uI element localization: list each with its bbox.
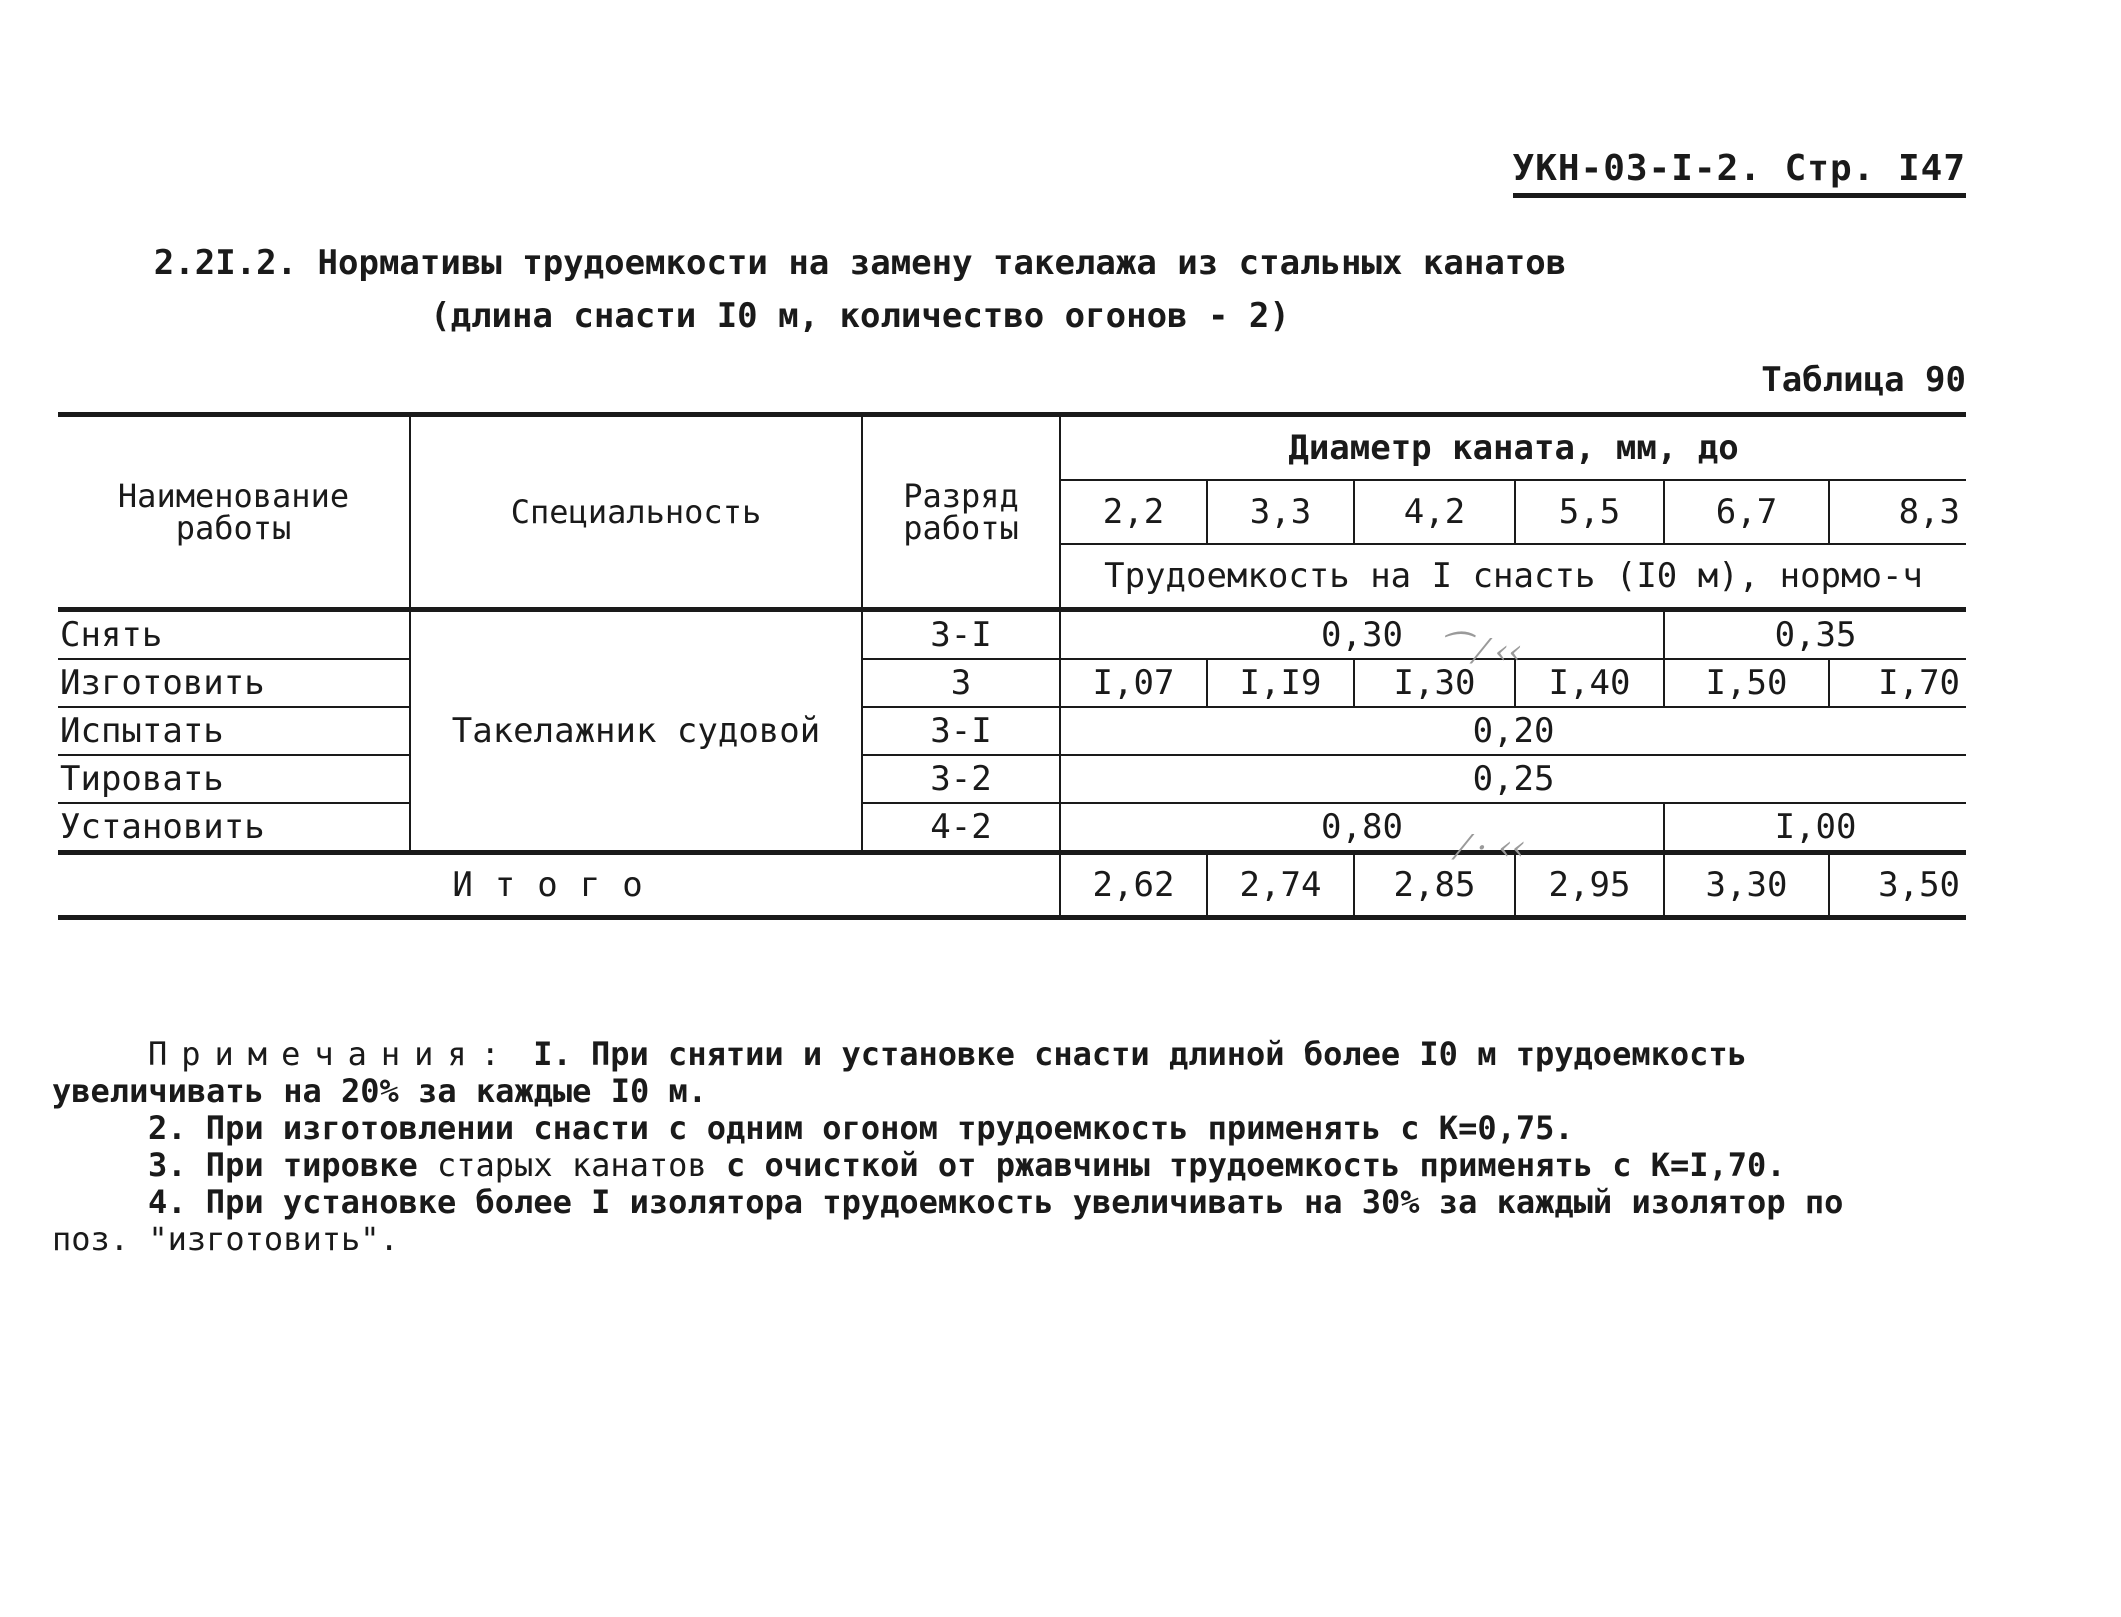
table-row (58, 803, 1966, 853)
pencil-mark: ⁀ ⁄ ‹‹ (1440, 632, 1522, 672)
pencil-mark: ⁄ · ‹‹ (1460, 828, 1526, 868)
note-3-part: старых канатов (436, 1146, 707, 1184)
value-cell: I,I9 (1207, 659, 1354, 707)
diameter-cell: 2,2 (1060, 480, 1207, 544)
total-cell: 3,50 (1829, 853, 1966, 918)
section-subtitle: (длина снасти I0 м, количество огонов - 2) (430, 296, 1290, 336)
value-cell: I,50 (1664, 659, 1829, 707)
grade-cell: 3-I (862, 707, 1060, 755)
unit-header: Трудоемкость на I снасть (I0 м), нормо-ч (1060, 544, 1966, 610)
value-cell: I,30 (1354, 659, 1515, 707)
grade-cell: 4-2 (862, 803, 1060, 853)
value-cell: I,70 (1829, 659, 1966, 707)
operation-name: Испытать (58, 707, 410, 755)
col-specialty-header: Специальность (410, 415, 862, 610)
operation-name: Установить (58, 803, 410, 853)
total-cell: 3,30 (1664, 853, 1829, 918)
value-cell: 0,80 (1060, 803, 1664, 853)
note-3-part: с очисткой от ржавчины трудоемкость применять с К=I,70. (725, 1146, 1786, 1184)
diameter-cell: 8,3 (1829, 480, 1966, 544)
table-row (58, 755, 1966, 803)
note-2: 2. При изготовлении снасти с одним огоном трудоемкость применять с К=0,75. (148, 1109, 1574, 1147)
note-3 (52, 1147, 1967, 1184)
total-cell: 2,95 (1515, 853, 1664, 918)
note-3-part: 3. При тировке (148, 1146, 418, 1184)
value-cell: 0,30 (1060, 610, 1664, 660)
diameter-cell: 6,7 (1664, 480, 1829, 544)
value-cell: I,00 (1664, 803, 1966, 853)
total-label: Итого (58, 853, 1060, 918)
col-work-header: Наименование работы (58, 415, 410, 610)
diameter-cell: 3,3 (1207, 480, 1354, 544)
note-4: 4. При установке более I изолятора трудоемкость увеличивать на 30% за каждый изолятор по (148, 1183, 1844, 1221)
table-number: Таблица 90 (1761, 360, 1966, 400)
value-cell: 0,25 (1060, 755, 1966, 803)
note-1-cont: увеличивать на 20% за каждые I0 м. (52, 1072, 708, 1110)
note-1 (52, 1036, 1967, 1073)
total-cell: 2,62 (1060, 853, 1207, 918)
total-row (58, 853, 1966, 918)
diameter-cell: 4,2 (1354, 480, 1515, 544)
value-cell: 0,35 (1664, 610, 1966, 660)
value-cell: 0,20 (1060, 707, 1966, 755)
operation-name: Тировать (58, 755, 410, 803)
grade-cell: 3-I (862, 610, 1060, 660)
table-row (58, 707, 1966, 755)
specialty-cell: Такелажник судовой (410, 610, 862, 853)
table-row (58, 659, 1966, 707)
col-grade-header: Разряд работы (862, 415, 1060, 610)
table-row (58, 610, 1966, 660)
diameter-header: Диаметр каната, мм, до (1060, 415, 1966, 481)
section-title: 2.2I.2. Нормативы трудоемкости на замену такелажа из стальных канатов (153, 243, 1567, 283)
grade-cell: 3-2 (862, 755, 1060, 803)
notes-label: Примечания: (148, 1035, 514, 1073)
notes-block (52, 1036, 1967, 1258)
header-row (58, 415, 1966, 481)
operation-name: Изготовить (58, 659, 410, 707)
value-cell: I,07 (1060, 659, 1207, 707)
value-cell: I,40 (1515, 659, 1664, 707)
total-cell: 2,74 (1207, 853, 1354, 918)
note-1-text: I. При снятии и установке снасти длиной более I0 м трудоемкость (533, 1035, 1747, 1073)
diameter-cell: 5,5 (1515, 480, 1664, 544)
operation-name: Снять (58, 610, 410, 660)
norms-table (58, 412, 1966, 920)
document-reference: УКН-03-I-2. Стр. I47 (1513, 148, 1966, 198)
note-4-cont: поз. "изготовить". (52, 1220, 399, 1258)
grade-cell: 3 (862, 659, 1060, 707)
total-cell: 2,85 (1354, 853, 1515, 918)
